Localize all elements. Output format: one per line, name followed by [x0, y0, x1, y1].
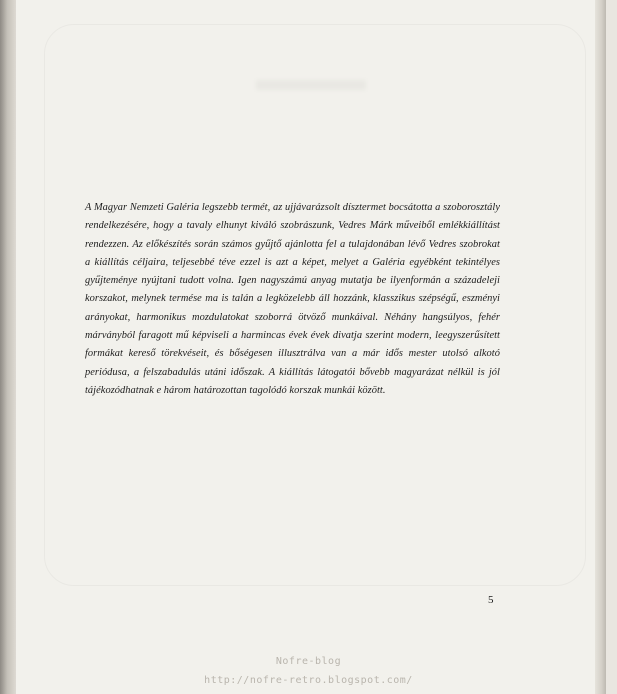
page-edge-shadow — [595, 0, 606, 694]
body-paragraph: A Magyar Nemzeti Galéria legszebb termét, az ujjávarázsolt dísztermet bocsátotta a szoborosztály rendelkezésére, hogy a tavaly elhunyt kiváló szobrászunk, Vedres Márk műveiből emlékkiállítást rendezzen. Az előkészítés során számos gyűjtő ajánlotta fel a tulajdonában lévő Vedres szobrokat a kiállítás céljaira, teljesebbé téve ezzel is azt a képet, melyet a Galéria egyébként tekintélyes gyűjteménye nyújtani tudott volna. Igen nagyszámú anyag mutatja be ilyenformán a századeleji korszakot, melynek termése ma is talán a legközelebb áll hozzánk, klasszikus szépségű, eszményi arányokat, harmonikus mozdulatokat szoborrá ötvöző munkáival. Néhány hangsúlyos, fehér márványból faragott mű képviseli a harmincas évek évek divatja szerint modern, leegyszerűsített formákat kereső törekvéseit, és bőségesen illusztrálva van a már idős mester utolsó alkotó periódusa, a felszabadulás utáni időszak. A kiállítás látogatói bővebb magyarázat nélkül is jól tájékozódhatnak e három határozottan tagolódó korszak munkái között. — [85, 202, 500, 396]
page-number: 5 — [488, 594, 494, 606]
watermark-blog-name: Nofre-blog — [275, 656, 342, 667]
show-through-title — [256, 80, 366, 90]
book-spine-shadow — [0, 0, 16, 694]
watermark-url: http://nofre-retro.blogspot.com/ — [204, 675, 413, 686]
